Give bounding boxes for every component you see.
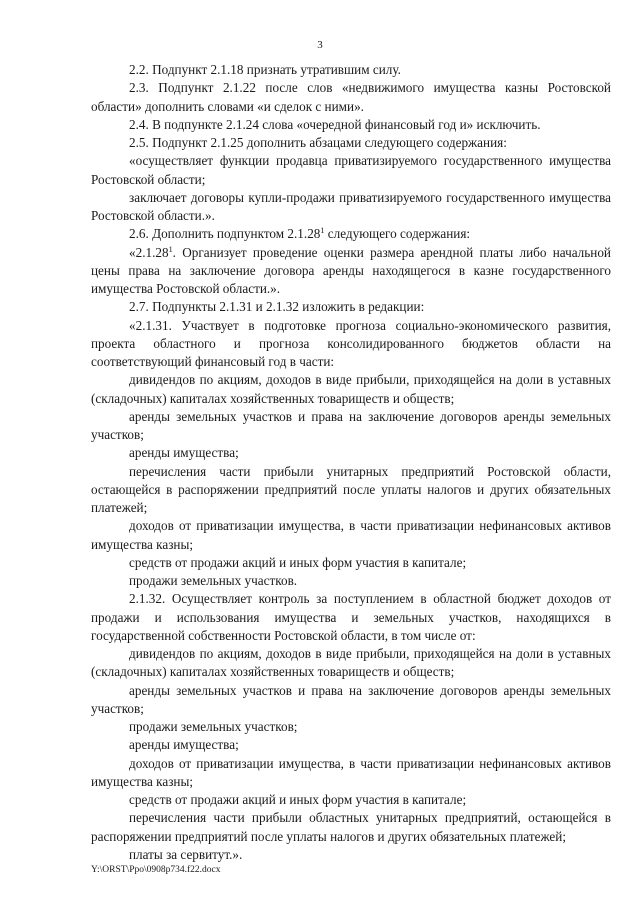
paragraph-2-1-32: 2.1.32. Осуществляет контроль за поступлением в областной бюджет доходов от продажи и использования имущества и земельных участков, находящихся в государственной собственности Ростовской области, в том числе от: [91,591,611,643]
paragraph-list-item: средств от продажи акций и иных форм участия в капитале; [129,554,467,570]
paragraph-list-item: аренды земельных участков и права на заключение договоров аренды земельных участков; [91,408,611,442]
paragraph-2-6 [91,225,611,243]
paragraph-sale-contracts: заключает договоры купли-продажи приватизируемого государственного имущества Ростовской области.». [91,189,611,223]
paragraph-list-item: доходов от приватизации имущества, в части приватизации нефинансовых активов имущества казны; [91,755,611,789]
paragraph-2-6-tail: следующего содержания: [324,226,471,242]
paragraph-2-4: 2.4. В подпункте 2.1.24 слова «очередной финансовый год и» исключить. [129,116,541,132]
paragraph-list-item: продажи земельных участков; [129,719,298,734]
paragraph-list-item: аренды имущества; [129,445,239,461]
paragraph-2-6-text: 2.6. Дополнить подпунктом 2.1.28 [129,226,321,242]
paragraph-list-item: дивидендов по акциям, доходов в виде прибыли, приходящейся на доли в уставных (складочных) капиталах хозяйственных товариществ и обществ; [91,372,611,406]
paragraph-2-3: 2.3. Подпункт 2.1.22 после слов «недвижимого имущества казны Ростовской области» дополнить словами «и сделок с ними». [91,80,611,114]
paragraph-list-item: перечисления части прибыли унитарных предприятий Ростовской области, остающейся в распоряжении предприятий после уплаты налогов и других обязательных платежей; [91,463,611,515]
document-body [91,61,611,864]
paragraph-2-7: 2.7. Подпункты 2.1.31 и 2.1.32 изложить в редакции: [129,299,425,315]
paragraph-2-1-28-1 [91,244,611,299]
superscript: 1 [320,226,325,236]
superscript: 1 [168,244,173,254]
paragraph-sellers-function: «осуществляет функции продавца приватизируемого государственного имущества Ростовской области; [91,153,611,187]
paragraph-list-item: перечисления части прибыли областных унитарных предприятий, остающейся в распоряжении предприятий после уплаты налогов и других обязательных платежей; [91,810,611,844]
paragraph-list-item: доходов от приватизации имущества, в части приватизации нефинансовых активов имущества казны; [91,518,611,552]
paragraph-list-item: аренды земельных участков и права на заключение договоров аренды земельных участков; [91,682,611,716]
paragraph-2-1-28-1-text: . Организует проведение оценки размера арендной платы либо начальной цены права на заключение договора аренды находящегося в казне государственного имущества Ростовской области.». [91,244,611,296]
footer-file-path: Y:\ORST\Ppo\0908p734.f22.docx [91,865,221,875]
paragraph-list-item: платы за сервитут.». [129,846,243,862]
paragraph-2-1-31: «2.1.31. Участвует в подготовке прогноза социально-экономического развития, проекта областного и прогноза консолидированного бюджетов области на соответствующий финансовый год в части: [91,317,611,369]
paragraph-2-5: 2.5. Подпункт 2.1.25 дополнить абзацами следующего содержания: [129,135,507,150]
paragraph-list-item: средств от продажи акций и иных форм участия в капитале; [129,792,467,807]
paragraph-list-item: дивидендов по акциям, доходов в виде прибыли, приходящейся на доли в уставных (складочных) капиталах хозяйственных товариществ и обществ; [91,646,611,680]
paragraph-list-item: продажи земельных участков. [129,573,298,588]
paragraph-list-item: аренды имущества; [129,737,239,753]
page-number: 3 [317,39,323,51]
paragraph-2-1-28-1-lead: «2.1.28 [129,244,169,260]
paragraph-2-2: 2.2. Подпункт 2.1.18 признать утратившим силу. [129,62,401,77]
